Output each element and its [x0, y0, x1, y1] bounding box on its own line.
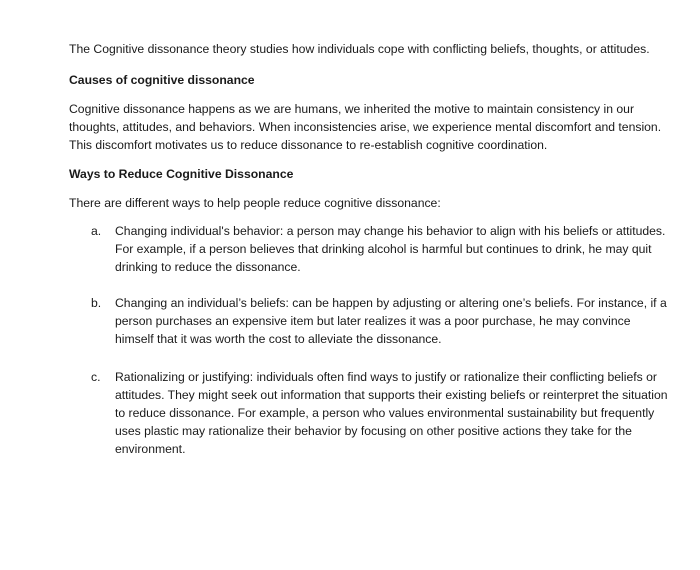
list-marker: c. [91, 370, 101, 384]
list-item [69, 368, 669, 458]
causes-heading: Causes of cognitive dissonance [69, 73, 255, 87]
list-item-text: Rationalizing or justifying: individuals often find ways to justify or rationalize their conflicting beliefs or attitudes. They might seek out information that supports their existing beliefs or reinterpret the situation to reduce dissonance. For example, a person who values environmental sustainability but frequently uses plastic may rationalize their behavior by focusing on other positive actions they take for the environment. [115, 370, 668, 456]
ways-intro: There are different ways to help people reduce cognitive dissonance: [69, 196, 441, 210]
list-item [69, 294, 669, 348]
list-item-text: Changing individual's behavior: a person may change his behavior to align with his beliefs or attitudes. For example, if a person believes that drinking alcohol is harmful but continues to drink, he may quit drinking to reduce the dissonance. [115, 224, 666, 274]
document-page [69, 40, 669, 458]
list-marker: b. [91, 296, 102, 310]
list-marker: a. [91, 224, 102, 238]
ways-list [69, 222, 669, 458]
intro-paragraph: The Cognitive dissonance theory studies how individuals cope with conflicting beliefs, thoughts, or attitudes. [69, 42, 650, 56]
ways-heading: Ways to Reduce Cognitive Dissonance [69, 167, 294, 181]
list-item-text: Changing an individual’s beliefs: can be happen by adjusting or altering one’s beliefs. For instance, if a person purchases an expensive item but later realizes it was a poor purchase, he may convince himself that it was worth the cost to alleviate the dissonance. [115, 296, 667, 346]
list-item [69, 222, 669, 276]
causes-paragraph: Cognitive dissonance happens as we are humans, we inherited the motive to maintain consistency in our thoughts, attitudes, and behaviors. When inconsistencies arise, we experience mental discomfort and tension. This discomfort motivates us to reduce dissonance to re-establish cognitive coordination. [69, 102, 662, 152]
